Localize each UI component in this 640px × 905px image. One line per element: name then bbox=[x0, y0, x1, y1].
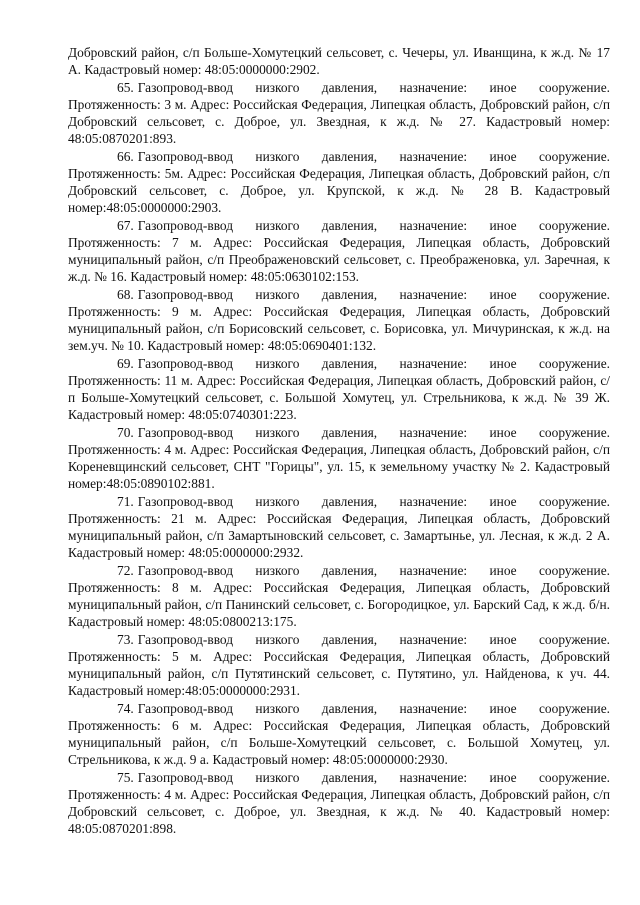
item-number: 68. bbox=[117, 286, 134, 302]
list-item-70 bbox=[68, 424, 610, 493]
list-item-69 bbox=[68, 355, 610, 424]
list-item-75 bbox=[68, 769, 610, 838]
item-text: Газопровод-ввод низкого давления, назначение: иное сооружение. Протяженность: 8 м. Адрес: Российская Федерация, Липецкая область, Добровский муниципальный район, с/п Панинский сельсовет, с. Богородицкое, ул. Барский Сад, к ж.д. б/н. Кадастровый номер: 48:05:0800213:175. bbox=[68, 562, 610, 630]
item-number: 75. bbox=[117, 769, 134, 785]
item-text: Газопровод-ввод низкого давления, назначение: иное сооружение. Протяженность: 4 м. Адрес: Российская Федерация, Липецкая область, Добровский район, с/п Добровский сельсовет, с. Доброе, ул. Звездная, к ж.д. № 40. Кадастровый номер: 48:05:0870201:898. bbox=[68, 769, 610, 837]
item-text: Газопровод-ввод низкого давления, назначение: иное сооружение. Протяженность: 21 м. Адрес: Российская Федерация, Липецкая область, Добровский муниципальный район, с/п Замартыновский сельсовет, с. Замартынье, ул. Лесная, к ж.д. 2 А. Кадастровый номер: 48:05:0000000:2932. bbox=[68, 493, 610, 561]
item-number: 69. bbox=[117, 355, 134, 371]
item-number: 66. bbox=[117, 148, 134, 164]
item-text: Газопровод-ввод низкого давления, назначение: иное сооружение. Протяженность: 11 м. Адрес: Российская Федерация, Липецкая область, Добровский район, с/п Больше-Хомутецкий сельсовет, с. Большой Хомутец, ул. Стрельникова, к ж.д. № 39 Ж. Кадастровый номер: 48:05:0740301:223. bbox=[68, 355, 610, 423]
list-item-72 bbox=[68, 562, 610, 631]
list-item-74 bbox=[68, 700, 610, 769]
list-item-66 bbox=[68, 148, 610, 217]
intro-fragment: Добровский район, с/п Больше-Хомутецкий сельсовет, с. Чечеры, ул. Иванщина, к ж.д. № 17 А. Кадастровый номер: 48:05:0000000:2902. bbox=[68, 45, 610, 78]
document-page bbox=[68, 44, 610, 838]
list-item-73 bbox=[68, 631, 610, 700]
item-text: Газопровод-ввод низкого давления, назначение: иное сооружение. Протяженность: 6 м. Адрес: Российская Федерация, Липецкая область, Добровский муниципальный район, с/п Больше-Хомутецкий сельсовет, с. Большой Хомутец, ул. Стрельникова, к ж.д. 9 а. Кадастровый номер: 48:05:0000000:2930. bbox=[68, 700, 610, 768]
item-number: 65. bbox=[117, 79, 134, 95]
list-item-68 bbox=[68, 286, 610, 355]
item-text: Газопровод-ввод низкого давления, назначение: иное сооружение. Протяженность: 3 м. Адрес: Российская Федерация, Липецкая область, Добровский район, с/п Добровский сельсовет, с. Доброе, ул. Звездная, к ж.д. № 27. Кадастровый номер: 48:05:0870201:893. bbox=[68, 79, 610, 147]
item-number: 72. bbox=[117, 562, 134, 578]
list-item-71 bbox=[68, 493, 610, 562]
item-number: 67. bbox=[117, 217, 134, 233]
item-text: Газопровод-ввод низкого давления, назначение: иное сооружение. Протяженность: 5м. Адрес: Российская Федерация, Липецкая область, Добровский район, с/п Добровский сельсовет, с. Доброе, ул. Крупской, к ж.д. № 28 В. Кадастровый номер:48:05:0000000:2903. bbox=[68, 148, 610, 216]
item-number: 73. bbox=[117, 631, 134, 647]
item-text: Газопровод-ввод низкого давления, назначение: иное сооружение. Протяженность: 4 м. Адрес: Российская Федерация, Липецкая область, Добровский район, с/п Кореневщинский сельсовет, СНТ "Горицы", ул. 15, к земельному участку № 2. Кадастровый номер:48:05:0890102:881. bbox=[68, 424, 610, 492]
list-item-67 bbox=[68, 217, 610, 286]
item-number: 71. bbox=[117, 493, 134, 509]
item-text: Газопровод-ввод низкого давления, назначение: иное сооружение. Протяженность: 7 м. Адрес: Российская Федерация, Липецкая область, Добровский муниципальный район, с/п Преображеновский сельсовет, с. Преображеновка, ул. Заречная, к ж.д. № 16. Кадастровый номер: 48:05:0630102:153. bbox=[68, 217, 610, 285]
item-number: 70. bbox=[117, 424, 134, 440]
item-text: Газопровод-ввод низкого давления, назначение: иное сооружение. Протяженность: 9 м. Адрес: Российская Федерация, Липецкая область, Добровский муниципальный район, с/п Борисовский сельсовет, с. Борисовка, ул. Мичуринская, к ж.д. на зем.уч. № 10. Кадастровый номер: 48:05:0690401:132. bbox=[68, 286, 610, 354]
item-number: 74. bbox=[117, 700, 134, 716]
list-item-65 bbox=[68, 79, 610, 148]
item-text: Газопровод-ввод низкого давления, назначение: иное сооружение. Протяженность: 5 м. Адрес: Российская Федерация, Липецкая область, Добровский муниципальный район, с/п Путятинский сельсовет, с. Путятино, ул. Найденова, к уч. 44. Кадастровый номер:48:05:0000000:2931. bbox=[68, 631, 610, 699]
